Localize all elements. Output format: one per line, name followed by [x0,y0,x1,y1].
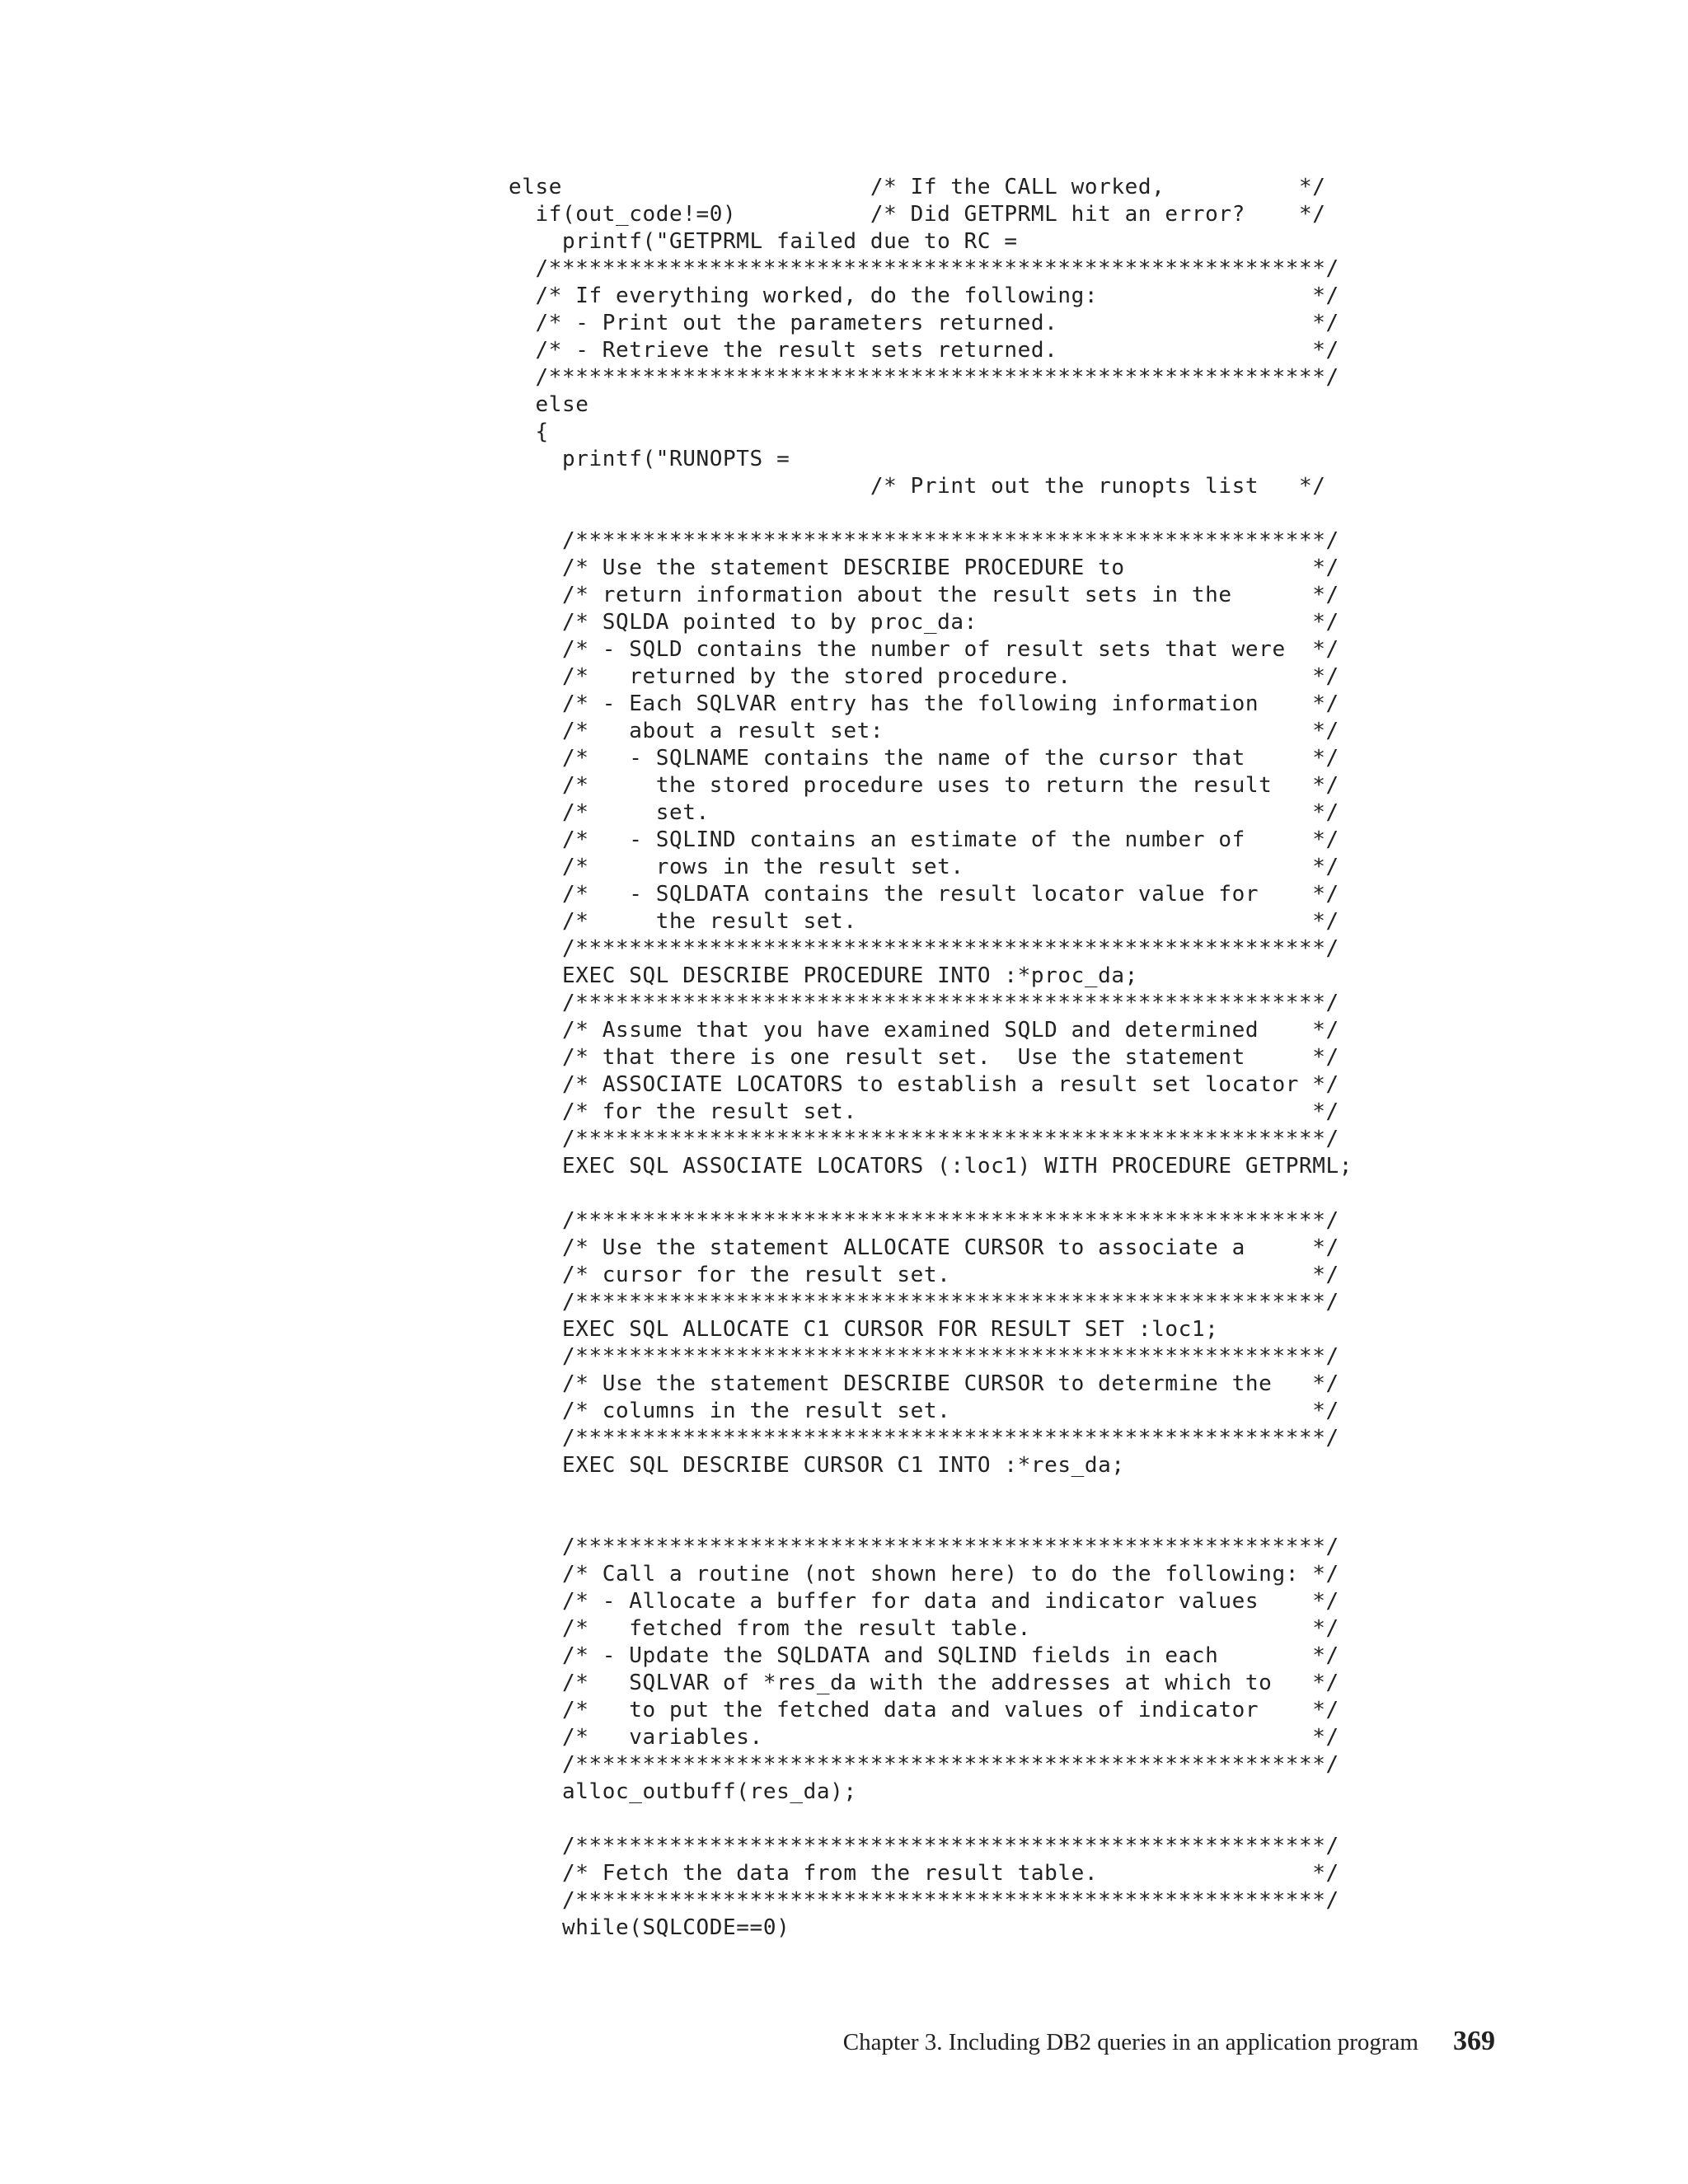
code-line: /* - Update the SQLDATA and SQLIND fields in each */ [509,1643,1339,1668]
code-line [509,1479,1415,1507]
code-line: /* returned by the stored procedure. */ [509,664,1339,689]
code-line: /* Print out the runopts list */ [509,474,1326,499]
code-line: /********************************************************/ [509,528,1339,553]
code-line: /* Call a routine (not shown here) to do the following: */ [509,1562,1339,1586]
code-line: /**********************************************************/ [509,256,1339,281]
code-line: /**********************************************************/ [509,365,1339,390]
code-line: /********************************************************/ [509,1208,1339,1233]
code-line: /* - Print out the parameters returned. */ [509,311,1339,335]
chapter-title: Chapter 3. Including DB2 queries in an application program [842,2029,1418,2055]
code-line [509,1180,1415,1207]
page-footer [843,2026,1495,2057]
code-line: /********************************************************/ [509,1888,1339,1913]
code-line: /* If everything worked, do the following: */ [509,284,1339,308]
code-line: while(SQLCODE==0) [509,1915,790,1940]
code-line: /* the result set. */ [509,909,1339,934]
code-line: /* Use the statement ALLOCATE CURSOR to associate a */ [509,1235,1339,1260]
code-line: /* - Each SQLVAR entry has the following information */ [509,691,1339,716]
code-line: /********************************************************/ [509,1426,1339,1451]
code-line: /* Fetch the data from the result table. */ [509,1861,1339,1886]
code-line: /* that there is one result set. Use the statement */ [509,1045,1339,1070]
code-line: /* fetched from the result table. */ [509,1616,1339,1641]
code-line: /* return information about the result sets in the */ [509,583,1339,607]
code-line [509,500,1415,527]
code-line: /* SQLVAR of *res_da with the addresses at which to */ [509,1671,1339,1695]
code-line: alloc_outbuff(res_da); [509,1779,857,1804]
code-line: /* variables. */ [509,1725,1339,1750]
code-line: /* SQLDA pointed to by proc_da: */ [509,610,1339,635]
page-number: 369 [1453,2026,1495,2056]
code-line: { [509,419,549,444]
code-listing [509,174,1415,1942]
code-line: /* Use the statement DESCRIBE PROCEDURE to */ [509,555,1339,580]
code-line: /* - Retrieve the result sets returned. */ [509,338,1339,363]
code-line: /* - SQLDATA contains the result locator value for */ [509,882,1339,907]
code-line: /* - SQLNAME contains the name of the cursor that */ [509,746,1339,771]
code-line: /* Use the statement DESCRIBE CURSOR to determine the */ [509,1371,1339,1396]
code-line: /* Assume that you have examined SQLD and determined */ [509,1018,1339,1043]
code-line: /* ASSOCIATE LOCATORS to establish a result set locator */ [509,1072,1339,1097]
code-line: printf("GETPRML failed due to RC = [509,229,1018,254]
code-line: /* set. */ [509,800,1339,825]
code-line: /* cursor for the result set. */ [509,1263,1339,1287]
code-line: else /* If the CALL worked, */ [509,175,1326,199]
code-line: EXEC SQL ASSOCIATE LOCATORS (:loc1) WITH PROCEDURE GETPRML; [509,1154,1353,1179]
code-line: else [509,392,589,417]
code-line: EXEC SQL DESCRIBE PROCEDURE INTO :*proc_da; [509,963,1138,988]
code-line: /********************************************************/ [509,1344,1339,1369]
code-line: /* to put the fetched data and values of indicator */ [509,1698,1339,1722]
code-line: /********************************************************/ [509,1535,1339,1559]
code-line: /* about a result set: */ [509,719,1339,743]
code-line: /* columns in the result set. */ [509,1399,1339,1423]
code-line: /* - SQLD contains the number of result sets that were */ [509,637,1339,662]
code-line: printf("RUNOPTS = [509,447,790,471]
code-line: /* - SQLIND contains an estimate of the number of */ [509,827,1339,852]
code-line: /********************************************************/ [509,991,1339,1015]
code-line: EXEC SQL DESCRIBE CURSOR C1 INTO :*res_da; [509,1453,1125,1478]
code-line: /* for the result set. */ [509,1099,1339,1124]
code-line: /********************************************************/ [509,1834,1339,1858]
code-line [509,1507,1415,1534]
code-line: /********************************************************/ [509,1290,1339,1315]
code-line: /* rows in the result set. */ [509,855,1339,879]
code-line: /* - Allocate a buffer for data and indicator values */ [509,1589,1339,1614]
code-line: /* the stored procedure uses to return the result */ [509,773,1339,798]
code-line: EXEC SQL ALLOCATE C1 CURSOR FOR RESULT SET :loc1; [509,1317,1219,1342]
code-line: if(out_code!=0) /* Did GETPRML hit an error? */ [509,202,1326,227]
code-line: /********************************************************/ [509,936,1339,961]
code-line: /********************************************************/ [509,1752,1339,1777]
code-line: /********************************************************/ [509,1127,1339,1151]
code-line [509,1806,1415,1833]
